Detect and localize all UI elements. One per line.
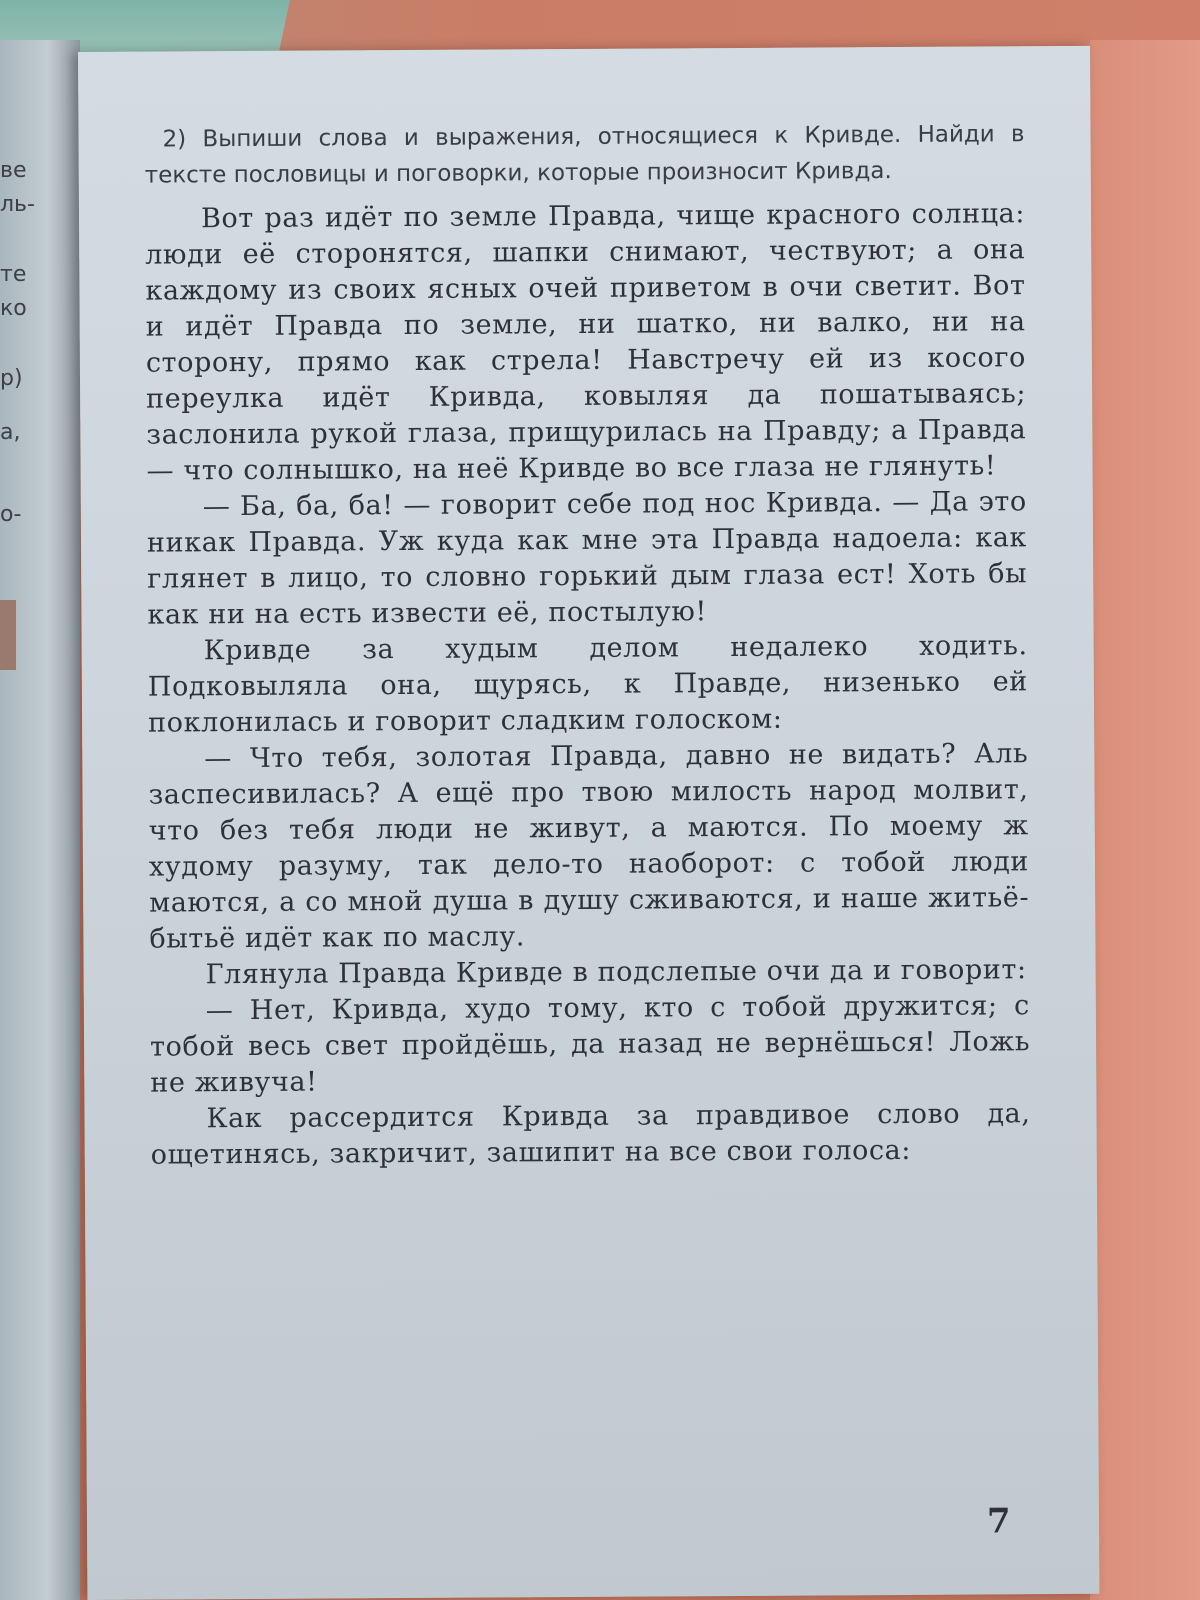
left-page-fragment: р) (0, 366, 23, 391)
paragraph: Как рассердится Кривда за правдивое слово да, ощетинясь, закричит, зашипит на все свои голоса: (150, 1098, 1031, 1171)
paragraph: — Нет, Кривда, худо тому, кто с тобой дружится; с тобой весь свет пройдёшь, да назад не вернёшься! Ложь не живуча! (149, 990, 1031, 1099)
left-page-fragment: те (0, 262, 27, 287)
left-page-illustration-edge (0, 600, 16, 670)
background-right-surface (1090, 40, 1200, 1600)
left-page-fragment: а, (0, 420, 21, 445)
book-page (78, 46, 1099, 1600)
page-number: 7 (986, 1501, 1011, 1542)
page-content (144, 116, 1030, 1173)
task-text: 2) Выпиши слова и выражения, относящиеся к Кривде. Найди в тексте пословицы и поговорки, которые произносит Кривда. (144, 121, 1025, 189)
paragraph: Глянула Правда Кривде в подслепые очи да и говорит: (205, 954, 1027, 991)
left-page-fragment: ль- (0, 192, 35, 217)
paragraph: Вот раз идёт по земле Правда, чище красного солнца: люди её сторонятся, шапки снимают, чествуют; а она каждому из своих ясных очей приветом в очи светит. Вот и идёт Правда по земле, ни шатко, ни валко, ни на сторону, прямо как стрела! Навстречу ей из косого переулка идёт Кривда, ковыляя да пошатываясь; заслонила рукой глаза, прищурилась на Правду; а Правда — что солнышко, на неё Кривде во все глаза не глянуть! (145, 198, 1027, 487)
paragraph: — Ба, ба, ба! — говорит себе под нос Кривда. — Да это никак Правда. Уж куда как мне эта Правда надоела: как глянет в лицо, то словно горький дым глаза ест! Хоть бы как ни на есть извести её, постылую! (146, 486, 1028, 631)
left-page-edge (0, 40, 80, 1600)
left-page-fragment: ко (0, 296, 27, 321)
paragraph: Кривде за худым делом недалеко ходить. Подковыляла она, щурясь, к Правде, низенько ей поклонилась и говорит сладким голоском: (147, 630, 1028, 739)
left-page-fragment: ве (0, 158, 27, 183)
paragraph: — Что тебя, золотая Правда, давно не видать? Аль заспесивилась? А ещё про твою милость народ молвит, что без тебя люди не живут, а маются. По моему ж худому разуму, так дело-то наоборот: с тобой люди маются, а со мной душа в душу сживаются, и наше житьё-бытьё идёт как по маслу. (148, 738, 1030, 955)
left-page-fragment: о- (0, 502, 22, 527)
